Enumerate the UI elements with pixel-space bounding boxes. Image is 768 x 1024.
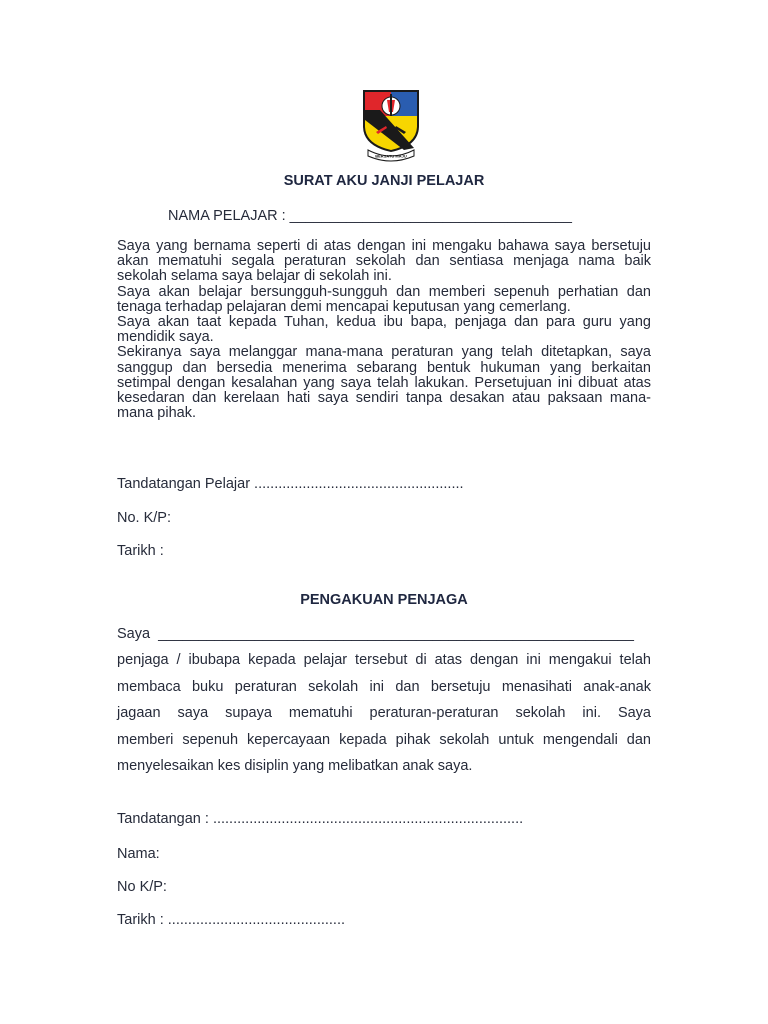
guardian-paragraph-line: menyelesaikan kes disiplin yang melibatkan anak saya.	[117, 758, 473, 774]
guardian-signature-field: Tandatangan : .............................................................................	[117, 811, 524, 827]
guardian-paragraph-line: memberi sepenuh kepercayaan kepada pihak sekolah untuk mengendali dan	[117, 731, 651, 748]
guardian-ic-field: No K/P:	[117, 879, 167, 895]
guardian-paragraph-line: membaca buku peraturan sekolah ini dan bersetuju menasihati anak-anak	[117, 678, 651, 695]
student-date-field: Tarikh :	[117, 543, 164, 559]
pledge-sentence-1: Saya yang bernama seperti di atas dengan ini mengaku bahawa saya bersetuju akan mematuhi segala peraturan sekolah dan sentiasa menjaga nama baik sekolah selama saya belajar di sekolah ini.	[117, 238, 651, 285]
crest-motto-text: BERSATU MAJU	[375, 153, 407, 159]
guardian-name-field: Nama:	[117, 846, 160, 862]
guardian-paragraph-line: penjaga / ibubapa kepada pelajar tersebut di atas dengan ini mengakui telah	[117, 652, 651, 668]
guardian-paragraph	[117, 647, 651, 780]
guardian-name-line: Saya ___________________________________________________________	[117, 626, 634, 642]
pledge-sentence-2: Saya akan belajar bersungguh-sungguh dan memberi sepenuh perhatian dan tenaga terhadap pelajaran demi mencapai keputusan yang cemerlang.	[117, 283, 651, 315]
guardian-section-title: PENGAKUAN PENJAGA	[300, 592, 468, 608]
student-name-field: NAMA PELAJAR : ___________________________________	[168, 208, 572, 224]
guardian-date-field: Tarikh : ............................................	[117, 912, 346, 928]
student-signature-field: Tandatangan Pelajar ....................................................	[117, 476, 464, 492]
state-crest-logo	[360, 86, 422, 162]
pledge-paragraph	[117, 239, 651, 421]
pledge-sentence-4: Sekiranya saya melanggar mana-mana peraturan yang telah ditetapkan, saya sanggup dan bersedia menerima sebarang bentuk hukuman yang berkaitan setimpal dengan kesalahan yang saya telah lakukan. Persetujuan ini dibuat atas kesedaran dan kerelaan hati saya sendiri tanpa desakan atau paksaan mana-mana pihak.	[117, 344, 651, 422]
guardian-paragraph-line: jagaan saya supaya mematuhi peraturan-peraturan sekolah ini. Saya	[117, 705, 651, 721]
document-title: SURAT AKU JANJI PELAJAR	[283, 173, 485, 189]
pledge-sentence-3: Saya akan taat kepada Tuhan, kedua ibu bapa, penjaga dan para guru yang mendidik saya.	[117, 314, 651, 346]
student-ic-field: No. K/P:	[117, 510, 171, 526]
